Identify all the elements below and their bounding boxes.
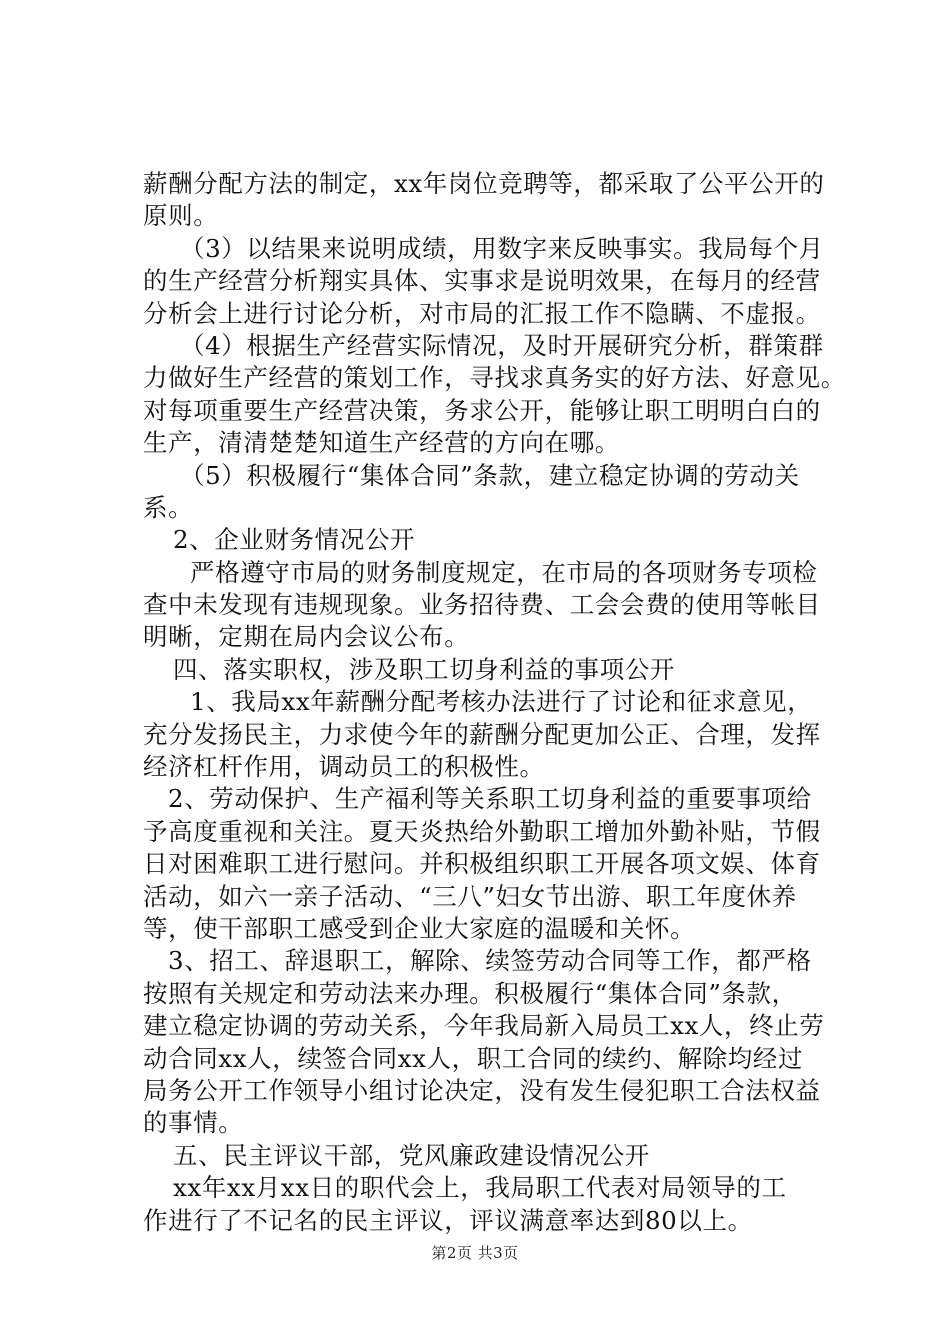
text-line: 明晰，定期在局内会议公布。 bbox=[143, 622, 470, 652]
text-line: 1、我局xx年薪酬分配考核办法进行了讨论和征求意见， bbox=[190, 687, 813, 717]
text-line: 3、招工、辞退职工，解除、续签劳动合同等工作，都严格 bbox=[168, 946, 812, 976]
text-line: 对每项重要生产经营决策，务求公开，能够让职工明明白白的 bbox=[143, 395, 821, 425]
text-line: 日对困难职工进行慰问。并积极组织职工开展各项文娱、体育 bbox=[143, 849, 821, 879]
text-line: 建立稳定协调的劳动关系，今年我局新入局员工xx人，终止劳 bbox=[143, 1011, 825, 1041]
text-line: （3）以结果来说明成绩，用数字来反映事实。我局每个月 bbox=[180, 233, 824, 263]
text-line: 按照有关规定和劳动法来办理。积极履行“集体合同”条款， bbox=[143, 978, 797, 1008]
text-line: 生产，清清楚楚知道生产经营的方向在哪。 bbox=[143, 428, 620, 458]
text-line: 动合同xx人，续签合同xx人，职工合同的续约、解除均经过 bbox=[143, 1043, 804, 1073]
text-line: 等，使干部职工感受到企业大家庭的温暖和关怀。 bbox=[143, 913, 696, 943]
text-line: 原则。 bbox=[143, 201, 219, 231]
text-line: xx年xx月xx日的职代会上，我局职工代表对局领导的工 bbox=[173, 1173, 787, 1203]
page-number: 第2页 共3页 bbox=[431, 1244, 519, 1262]
text-line: 严格遵守市局的财务制度规定，在市局的各项财务专项检 bbox=[190, 557, 818, 587]
text-line: 充分发扬民主，力求使今年的薪酬分配更加公正、合理，发挥 bbox=[143, 719, 821, 749]
text-line: 局务公开工作领导小组讨论决定，没有发生侵犯职工合法权益 bbox=[143, 1075, 821, 1105]
section-heading: 四、落实职权，涉及职工切身利益的事项公开 bbox=[173, 654, 675, 684]
text-line: （5）积极履行“集体合同”条款，建立稳定协调的劳动关 bbox=[180, 460, 800, 490]
text-line: 经济杠杆作用，调动员工的积极性。 bbox=[143, 752, 545, 782]
text-line: 力做好生产经营的策划工作，寻找求真务实的好方法、好意见。 bbox=[143, 363, 846, 393]
text-line: 活动，如六一亲子活动、“三八”妇女节出游、职工年度休养 bbox=[143, 881, 797, 911]
text-line: 的生产经营分析翔实具体、实事求是说明效果，在每月的经营 bbox=[143, 266, 821, 296]
body-text bbox=[143, 168, 846, 1237]
text-line: 的事情。 bbox=[143, 1108, 244, 1138]
text-line: 2、劳动保护、生产福利等关系职工切身利益的重要事项给 bbox=[168, 784, 812, 814]
section-heading: 五、民主评议干部，党风廉政建设情况公开 bbox=[173, 1140, 650, 1170]
text-line: （4）根据生产经营实际情况，及时开展研究分析，群策群 bbox=[180, 330, 824, 360]
text-line: 薪酬分配方法的制定，xx年岗位竞聘等，都采取了公平公开的 bbox=[143, 169, 825, 198]
text-line: 系。 bbox=[143, 492, 194, 522]
section-heading: 2、企业财务情况公开 bbox=[173, 525, 416, 555]
text-line: 作进行了不记名的民主评议，评议满意率达到80以上。 bbox=[143, 1205, 753, 1235]
text-line: 查中未发现有违规现象。业务招待费、工会会费的使用等帐目 bbox=[143, 590, 821, 620]
text-line: 予高度重视和关注。夏天炎热给外勤职工增加外勤补贴，节假 bbox=[143, 816, 821, 846]
text-line: 分析会上进行讨论分析，对市局的汇报工作不隐瞒、不虚报。 bbox=[143, 298, 821, 328]
